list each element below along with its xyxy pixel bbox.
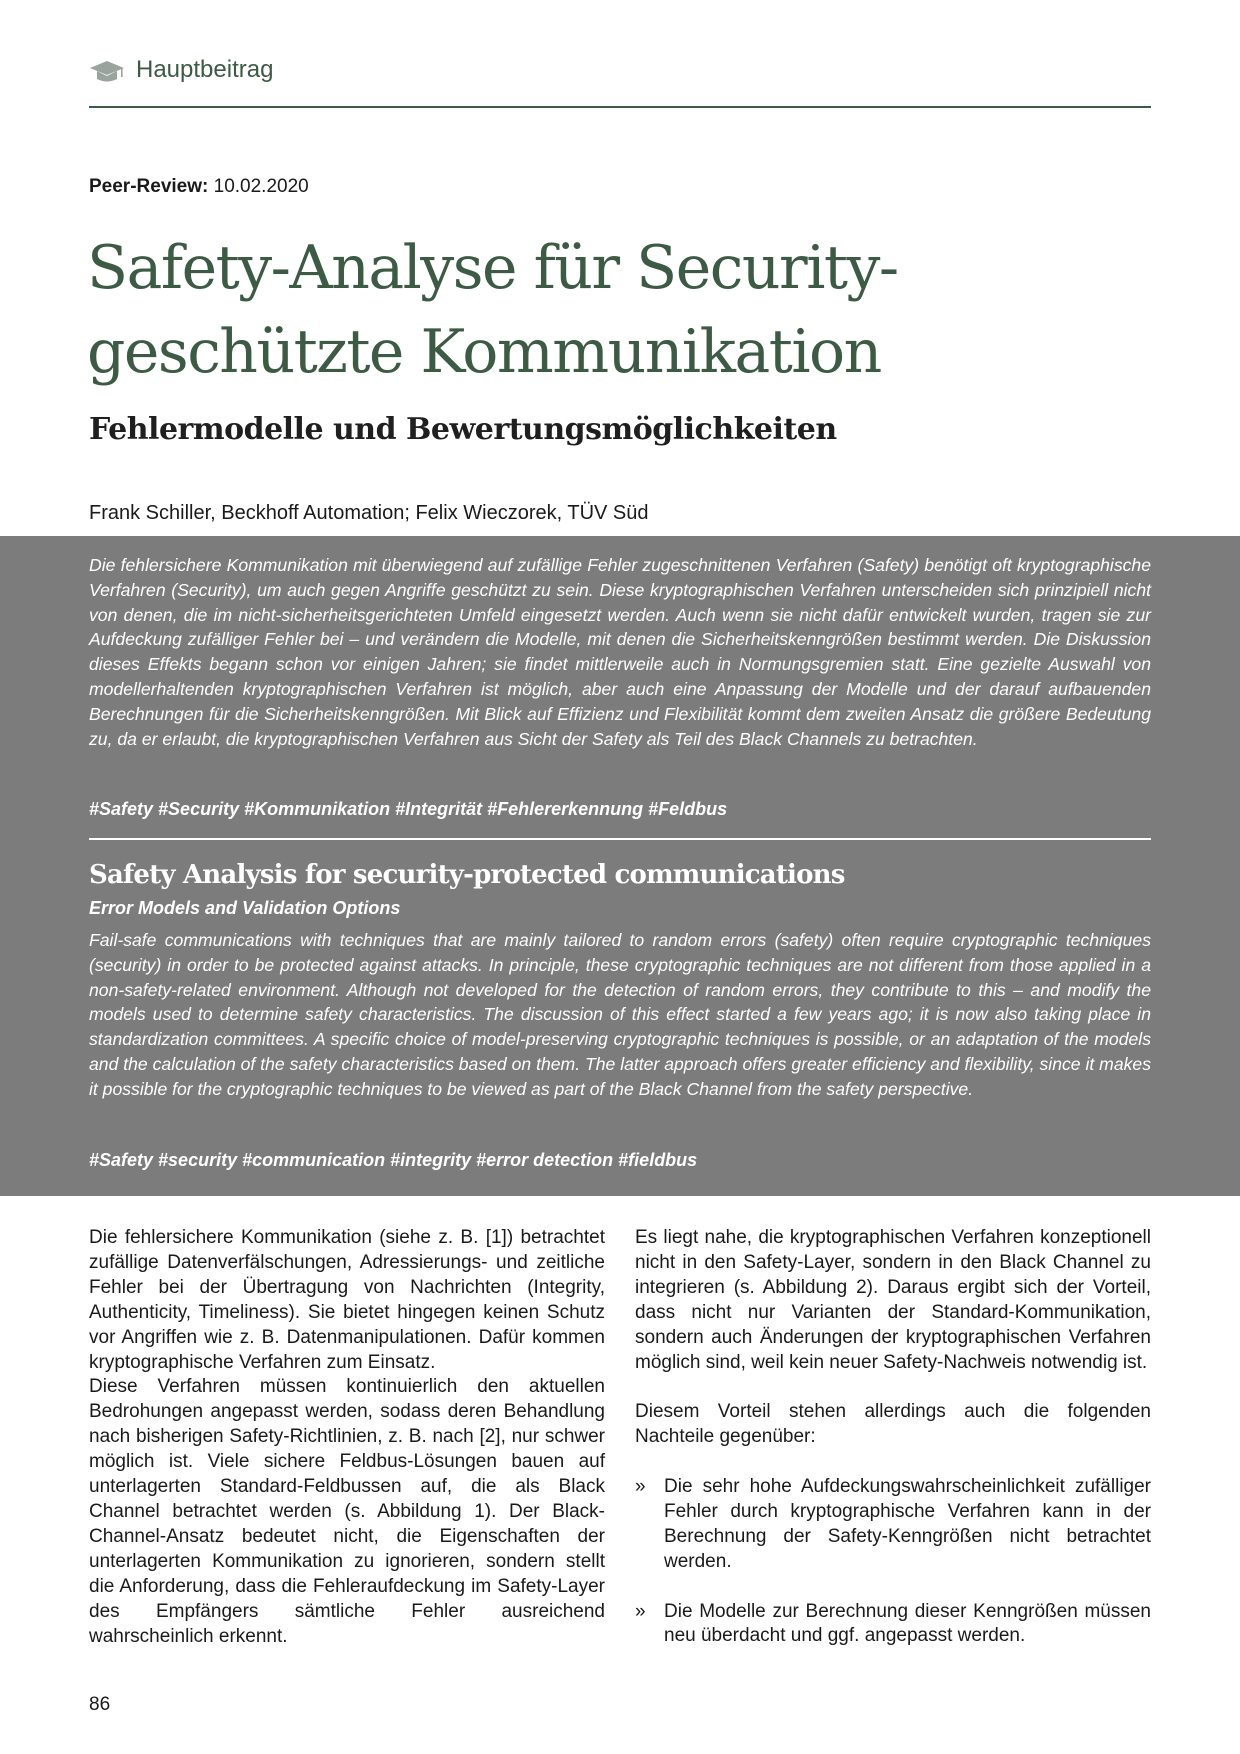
peer-review-line <box>89 176 309 198</box>
section-label: Hauptbeitrag <box>136 56 274 83</box>
list-item <box>635 1600 1151 1650</box>
keywords-german: #Safety #Security #Kommunikation #Integrität #Fehlererkennung #Feldbus <box>89 799 728 819</box>
title-line-1: Safety-Analyse für Security- <box>87 233 898 303</box>
body-paragraph: Diesem Vorteil stehen allerdings auch die folgenden Nachteile gegenüber: <box>635 1401 1151 1448</box>
peer-review-label: Peer-Review: <box>89 176 209 197</box>
graduation-cap-icon <box>89 59 125 85</box>
abstract-english-subtitle: Error Models and Validation Options <box>89 898 401 918</box>
list-item-text: Die Modelle zur Berechnung dieser Kenngrößen müssen neu überdacht und ggf. angepasst werden. <box>664 1600 1151 1647</box>
bullet-marker: » <box>635 1476 646 1498</box>
abstract-divider <box>89 838 1151 840</box>
body-paragraph: Diese Verfahren müssen kontinuierlich den aktuellen Bedrohungen angepasst werden, sodass deren Behandlung nach bisherigen Safety-Richtlinien, z. B. nach [2], nur schwer möglich ist. Viele sichere Feldbus-Lösungen bauen auf unterlagerten Standard-Feldbussen auf, die als Black Channel betrachtet werden (s. Abbildung 1). Der Black-Channel-Ansatz bedeutet nicht, die Eigenschaften der unterlagerten Kommunikation zu ignorieren, sondern stellt die Anforderung, dass die Fehleraufdeckung im Safety-Layer des Empfängers sämtliche Fehler ausreichend wahrscheinlich erkennt. <box>89 1376 605 1647</box>
bullet-list <box>635 1475 1151 1649</box>
body-paragraph: Es liegt nahe, die kryptographischen Verfahren konzeptionell nicht in den Safety-Layer, sondern in den Black Channel zu integrieren (s. Abbildung 2). Daraus ergibt sich der Vorteil, dass nicht nur Varianten der Standard-Kommunikation, sondern auch Änderungen der kryptographischen Verfahren möglich sind, weil kein neuer Safety-Nachweis notwendig ist. <box>635 1227 1151 1373</box>
body-column-right <box>635 1226 1151 1649</box>
list-item <box>635 1475 1151 1575</box>
peer-review-date: 10.02.2020 <box>213 176 309 197</box>
keywords-english: #Safety #security #communication #integrity #error detection #fieldbus <box>89 1150 698 1170</box>
body-paragraph: Die fehlersichere Kommunikation (siehe z. B. [1]) betrachtet zufällige Datenverfälschungen, Adressierungs- und zeitliche Fehler bei der Übertragung von Nachrichten (Integrity, Authenticity, Timeliness). Sie bietet hingegen keinen Schutz vor Angriffen wie z. B. Datenmanipulationen. Dafür kommen kryptographische Verfahren zum Einsatz. <box>89 1227 605 1373</box>
authors: Frank Schiller, Beckhoff Automation; Felix Wieczorek, TÜV Süd <box>89 502 649 524</box>
abstract-english: Fail-safe communications with techniques that are mainly tailored to random errors (safety) often require cryptographic techniques (security) in order to be protected against attacks. In principle, these cryptographic techniques are not different from those applied in a non-safety-related environment. Although not developed for the detection of random errors, they contribute to this – and modify the models used to determine safety characteristics. The discussion of this effect started a few years ago; it is now also taking place in standardization committees. A specific choice of model-preserving cryptographic techniques is possible, or an adaptation of the models and the calculation of the safety characteristics based on them. The latter approach offers greater efficiency and flexibility, since it makes it possible for the cryptographic techniques to be viewed as part of the Black Channel from the safety perspective. <box>89 930 1151 1099</box>
article-title <box>87 226 1157 394</box>
abstract-english-title: Safety Analysis for security-protected communications <box>89 860 845 890</box>
body-column-left <box>89 1226 605 1649</box>
abstract-german: Die fehlersichere Kommunikation mit überwiegend auf zufällige Fehler zugeschnittenen Verfahren (Safety) benötigt oft kryptographische Verfahren (Security), um auch gegen Angriffe geschützt zu sein. Diese kryptographischen Verfahren unterscheiden sich prinzipiell nicht von denen, die im nicht-sicherheitsgerichteten Umfeld eingesetzt werden. Auch wenn sie nicht dafür entwickelt wurden, tragen sie zur Aufdeckung zufälliger Fehler bei – und verändern die Modelle, mit denen die Sicherheitskenngrößen bestimmt werden. Die Diskussion dieses Effekts begann schon vor einigen Jahren; sie findet mittlerweile auch in Normungsgremien statt. Eine gezielte Auswahl von modellerhaltenden kryptographischen Verfahren ist möglich, aber auch eine Anpassung der Modelle und der darauf aufbauenden Berechnungen für die Sicherheitskenngrößen. Mit Blick auf Effizienz und Flexibilität kommt dem zweiten Ansatz die größere Bedeutung zu, da er erlaubt, die kryptographischen Verfahren aus Sicht der Safety als Teil des Black Channels zu betrachten. <box>89 555 1151 749</box>
bullet-marker: » <box>635 1600 646 1622</box>
list-item-text: Die sehr hohe Aufdeckungswahrscheinlichkeit zufälliger Fehler durch kryptographische Verfahren kann in der Berechnung der Safety-Kenngrößen nicht betrachtet werden. <box>664 1476 1151 1572</box>
article-subtitle: Fehlermodelle und Bewertungsmöglichkeiten <box>89 412 837 447</box>
title-line-2: geschützte Kommunikation <box>87 317 881 387</box>
page-number: 86 <box>89 1694 111 1715</box>
running-header <box>89 50 1151 108</box>
